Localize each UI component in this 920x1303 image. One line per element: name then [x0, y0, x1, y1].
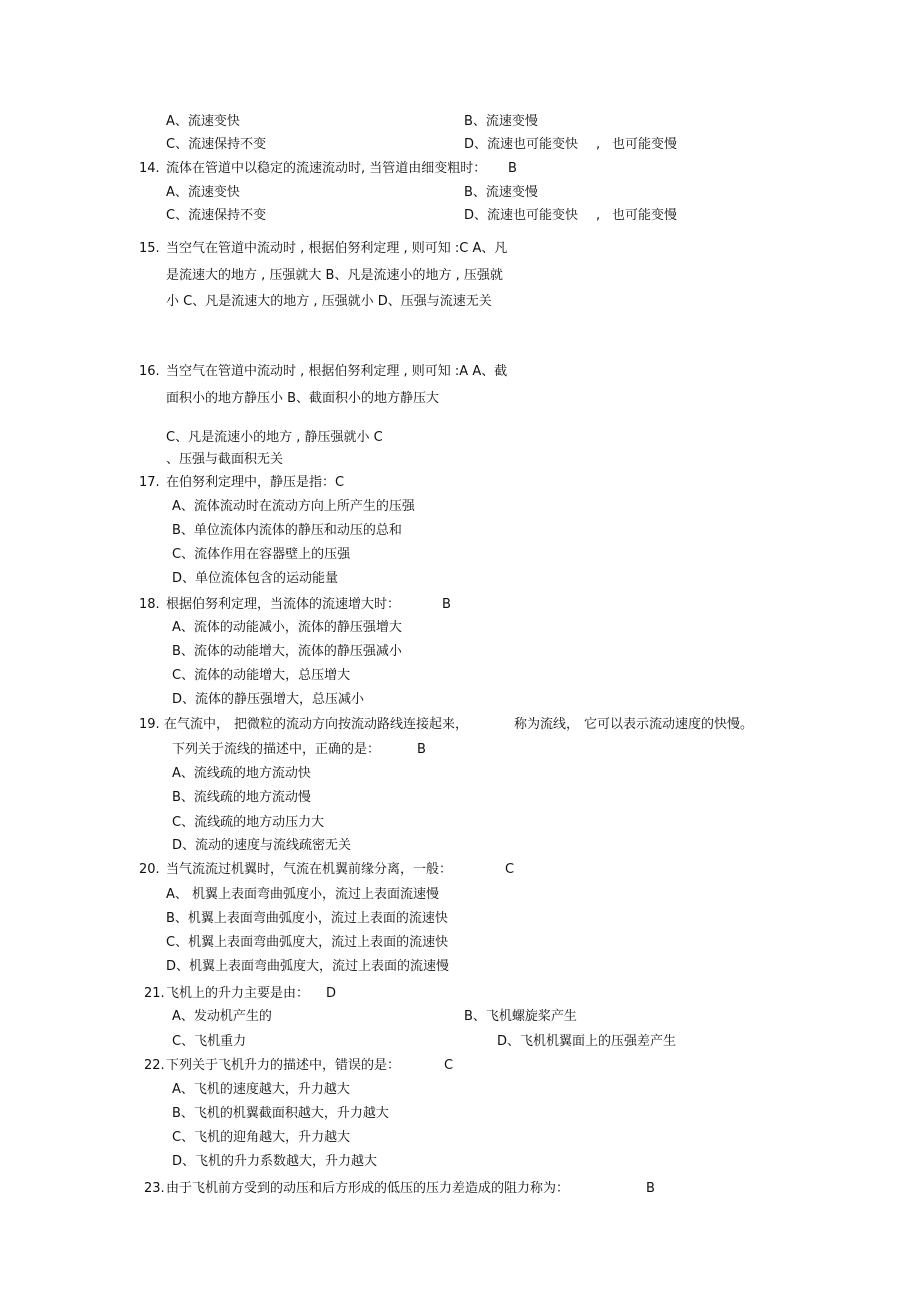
q14-number: 14. — [139, 161, 160, 176]
q14-stem: 流体在管道中以稳定的流速流动时, 当管道由细变粗时： — [166, 161, 487, 176]
q19-stem-part-3: 称为流线， — [514, 717, 580, 732]
q20-stem: 当气流流过机翼时，气流在机翼前缘分离，一般： — [166, 862, 453, 877]
q20-number: 20. — [139, 862, 160, 877]
q16-line-1: 当空气在管道中流动时 , 根据伯努利定理 , 则可知 :A A、截 — [166, 364, 508, 379]
q16-number: 16. — [139, 364, 160, 379]
q22-option-d: D、飞机的升力系数越大，升力越大 — [172, 1154, 378, 1169]
q15-line-2: 是流速大的地方 , 压强就大 B、凡是流速小的地方 , 压强就 — [166, 268, 503, 283]
q13-option-d-tail: 也可能变慢 — [612, 137, 678, 152]
q20-option-a: A、 机翼上表面弯曲弧度小，流过上表面流速慢 — [166, 887, 440, 902]
q19-option-b: B、流线疏的地方流动慢 — [172, 790, 311, 805]
q21-option-b: B、飞机螺旋桨产生 — [464, 1009, 577, 1024]
q14-option-b: B、流速变慢 — [464, 185, 538, 200]
q14-option-c: C、流速保持不变 — [166, 208, 267, 223]
q23-answer: B — [646, 1181, 655, 1196]
q21-stem: 飞机上的升力主要是由： — [166, 986, 310, 1001]
q16-line-2: 面积小的地方静压小 B、截面积小的地方静压大 — [166, 391, 440, 406]
q17-option-c: C、流体作用在容器壁上的压强 — [172, 547, 351, 562]
q23-stem: 由于飞机前方受到的动压和后方形成的低压的压力差造成的阻力称为： — [166, 1181, 570, 1196]
q19-option-d: D、流动的速度与流线疏密无关 — [172, 838, 352, 853]
q16-line-3: C、凡是流速小的地方 , 静压强就小 C — [166, 430, 383, 445]
q14-option-a: A、流速变快 — [166, 185, 240, 200]
q18-option-d: D、流体的静压强增大，总压减小 — [172, 692, 365, 707]
q14-option-d: D、流速也可能变快 — [464, 208, 579, 223]
q17-option-a: A、流体流动时在流动方向上所产生的压强 — [172, 499, 415, 514]
q17-number: 17. — [139, 475, 160, 490]
q14-option-d-separator: , — [596, 208, 601, 223]
q19-answer: B — [417, 742, 426, 757]
q13-option-a: A、流速变快 — [166, 114, 240, 129]
q22-number: 22. — [144, 1058, 165, 1073]
q13-option-c: C、流速保持不变 — [166, 137, 267, 152]
q17-option-d: D、单位流体包含的运动能量 — [172, 571, 339, 586]
q20-option-b: B、机翼上表面弯曲弧度小，流过上表面的流速快 — [166, 911, 448, 926]
q21-number: 21. — [144, 986, 165, 1001]
q14-option-d-tail: 也可能变慢 — [612, 208, 678, 223]
q19-option-a: A、流线疏的地方流动快 — [172, 766, 311, 781]
q16-line-4: 、压强与截面积无关 — [166, 452, 284, 467]
q18-stem: 根据伯努利定理，当流体的流速增大时： — [166, 597, 401, 612]
q18-option-a: A、流体的动能减小，流体的静压强增大 — [172, 620, 402, 635]
q13-option-d: D、流速也可能变快 — [464, 137, 579, 152]
q13-option-b: B、流速变慢 — [464, 114, 538, 129]
q22-option-a: A、飞机的速度越大，升力越大 — [172, 1082, 350, 1097]
q19-stem-part-2: 把微粒的流动方向按流动路线连接起来， — [234, 717, 469, 732]
q22-answer: C — [444, 1058, 454, 1073]
q13-option-d-separator: , — [596, 137, 601, 152]
q21-answer: D — [326, 986, 337, 1001]
q14-answer: B — [508, 161, 517, 176]
q17-stem: 在伯努利定理中，静压是指：C — [166, 475, 345, 490]
q21-option-a: A、发动机产生的 — [172, 1009, 272, 1024]
q21-option-d: D、飞机机翼面上的压强差产生 — [497, 1034, 677, 1049]
q23-number: 23. — [144, 1181, 165, 1196]
q22-option-c: C、飞机的迎角越大，升力越大 — [172, 1130, 351, 1145]
q22-stem: 下列关于飞机升力的描述中，错误的是： — [166, 1058, 401, 1073]
q18-option-b: B、流体的动能增大，流体的静压强减小 — [172, 644, 402, 659]
q19-option-c: C、流线疏的地方动压力大 — [172, 815, 325, 830]
q18-number: 18. — [139, 597, 160, 612]
q20-answer: C — [505, 862, 515, 877]
q19-number: 19. — [139, 717, 160, 732]
q17-option-b: B、单位流体内流体的静压和动压的总和 — [172, 523, 402, 538]
q20-option-c: C、机翼上表面弯曲弧度大，流过上表面的流速快 — [166, 935, 449, 950]
q18-option-c: C、流体的动能增大，总压增大 — [172, 668, 351, 683]
q15-number: 15. — [139, 241, 160, 256]
q19-stem-part-5: 下列关于流线的描述中，正确的是： — [172, 742, 381, 757]
q15-line-1: 当空气在管道中流动时 , 根据伯努利定理 , 则可知 :C A、凡 — [166, 241, 508, 256]
q21-option-c: C、飞机重力 — [172, 1034, 247, 1049]
q20-option-d: D、机翼上表面弯曲弧度大，流过上表面的流速慢 — [166, 959, 450, 974]
q15-line-3: 小 C、凡是流速大的地方 , 压强就小 D、压强与流速无关 — [166, 294, 492, 309]
q19-stem-part-1: 在气流中， — [164, 717, 230, 732]
q18-answer: B — [442, 597, 451, 612]
q22-option-b: B、飞机的机翼截面积越大，升力越大 — [172, 1106, 389, 1121]
q19-stem-part-4: 它可以表示流动速度的快慢。 — [584, 717, 754, 732]
